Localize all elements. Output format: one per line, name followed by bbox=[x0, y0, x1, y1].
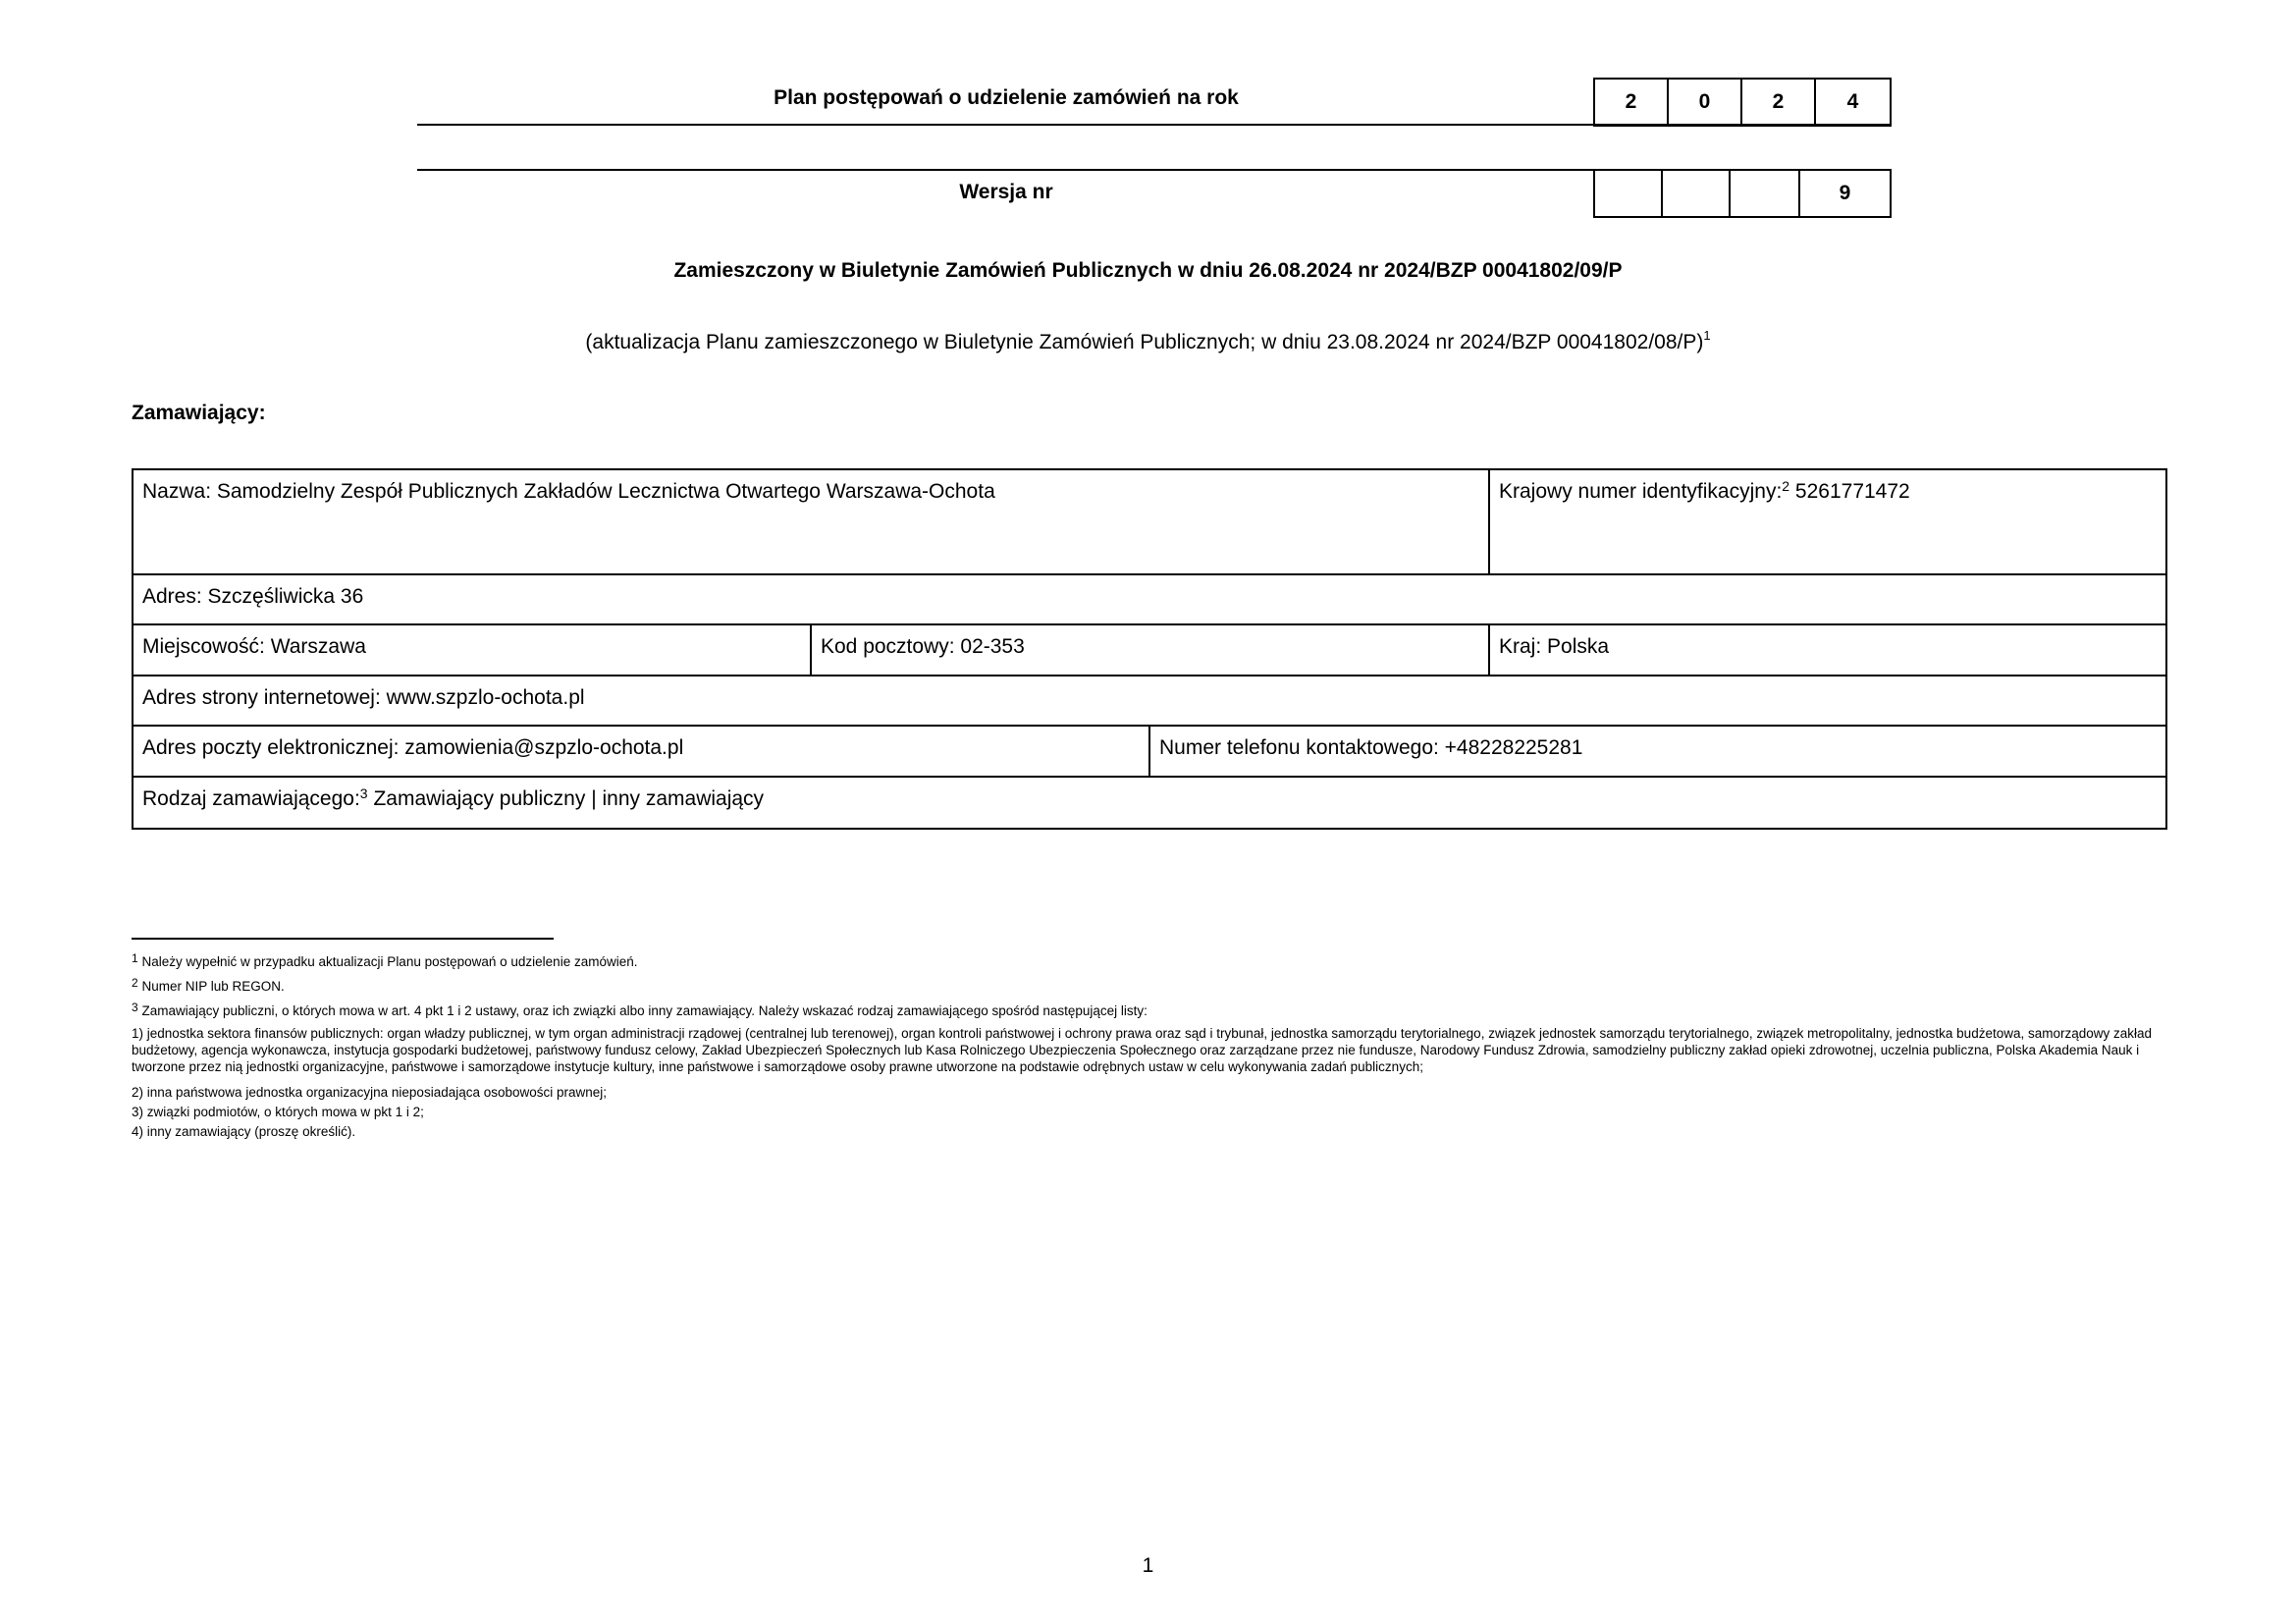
authority-city: Miejscowość: Warszawa bbox=[142, 635, 366, 658]
authority-type-label: Rodzaj zamawiającego: bbox=[142, 787, 360, 810]
footnote-list-item-4: 4) inny zamawiający (proszę określić). bbox=[132, 1124, 356, 1139]
plan-title: Plan postępowań o udzielenie zamówień na rok bbox=[774, 86, 1239, 109]
footnote-ref-3: 3 bbox=[359, 785, 368, 801]
footnote-ref-1: 1 bbox=[1703, 328, 1711, 343]
year-digit-3: 2 bbox=[1740, 78, 1816, 127]
national-id-label: Krajowy numer identyfikacyjny: bbox=[1499, 480, 1783, 503]
footnote-separator bbox=[132, 938, 554, 940]
page-number: 1 bbox=[1142, 1554, 1154, 1577]
authority-postal-code: Kod pocztowy: 02-353 bbox=[821, 635, 1025, 658]
section-label-contracting-authority: Zamawiający: bbox=[132, 402, 266, 424]
update-note-text: (aktualizacja Planu zamieszczonego w Biuletynie Zamówień Publicznych; w dniu 23.08.2024 nr 2024/BZP 00041802/08/P) bbox=[585, 331, 1704, 353]
footnote-1-text: Należy wypełnić w przypadku aktualizacji Planu postępowań o udzielenie zamówień. bbox=[141, 954, 638, 969]
publication-info: Zamieszczony w Biuletynie Zamówień Publicznych w dniu 26.08.2024 nr 2024/BZP 00041802/09/P bbox=[673, 259, 1623, 282]
footnote-list-item-2: 2) inna państwowa jednostka organizacyjna nieposiadająca osobowości prawnej; bbox=[132, 1085, 608, 1100]
version-label: Wersja nr bbox=[959, 181, 1053, 203]
year-digit-4: 4 bbox=[1814, 78, 1892, 127]
authority-address: Adres: Szczęśliwicka 36 bbox=[142, 585, 364, 608]
version-digit-3 bbox=[1729, 169, 1800, 218]
footnote-3-text: Zamawiający publiczni, o których mowa w art. 4 pkt 1 i 2 ustawy, oraz ich związki albo inny zamawiający. Należy wskazać rodzaj zamawiającego spośród następującej listy: bbox=[141, 1003, 1148, 1018]
year-digit-2: 0 bbox=[1667, 78, 1742, 127]
version-digit-4: 9 bbox=[1798, 169, 1892, 218]
footnote-list-item-3: 3) związki podmiotów, o których mowa w pkt 1 i 2; bbox=[132, 1105, 424, 1119]
footnote-3 bbox=[132, 1002, 2173, 1019]
national-id-value: 5261771472 bbox=[1794, 480, 1910, 503]
table-border bbox=[132, 828, 2167, 830]
footnote-2 bbox=[132, 978, 2173, 995]
authority-phone: Numer telefonu kontaktowego: +48228225281 bbox=[1159, 736, 1583, 759]
footnote-3-number: 3 bbox=[132, 1001, 138, 1014]
national-id bbox=[1490, 470, 2165, 573]
update-note bbox=[0, 328, 2296, 354]
footnote-ref-2: 2 bbox=[1782, 478, 1790, 494]
footnote-list-item-1: 1) jednostka sektora finansów publicznych: organ władzy publicznej, w tym organ administracji rządowej (centralnej lub terenowej), organ kontroli państwowej i ochrony prawa oraz sąd i trybunał, jednostka samorządu terytorialnego, związek jednostek samorządu terytorialnego, związek metropolitalny, jednostka budżetowa, samorządowy zakład budżetowy, agencja wykonawcza, instytucja gospodarki budżetowej, państwowy fundusz celowy, Zakład Ubezpieczeń Społecznych lub Kasa Rolniczego Ubezpieczenia Społecznego oraz zarządzane przez nie fundusze, Narodowy Fundusz Zdrowia, samodzielny publiczny zakład opieki zdrowotnej, uczelnia publiczna, Polska Akademia Nauk i tworzone przez nią jednostki organizacyjne, państwowe i samorządowe instytucje kultury, inne państwowe i samorządowe osoby prawne utworzone na podstawie odrębnych ustaw w celu wykonywania zadań publicznych; bbox=[132, 1026, 2153, 1074]
footnote-2-number: 2 bbox=[132, 976, 138, 990]
year-digit-1: 2 bbox=[1593, 78, 1669, 127]
version-digit-2 bbox=[1661, 169, 1731, 218]
table-border bbox=[2165, 468, 2167, 830]
authority-name: Nazwa: Samodzielny Zespół Publicznych Zakładów Lecznictwa Otwartego Warszawa-Ochota bbox=[142, 480, 995, 503]
authority-country: Kraj: Polska bbox=[1499, 635, 1610, 658]
authority-type bbox=[133, 778, 2165, 828]
footnote-2-text: Numer NIP lub REGON. bbox=[141, 979, 285, 994]
footnote-1 bbox=[132, 953, 2173, 970]
authority-email: Adres poczty elektronicznej: zamowienia@szpzlo-ochota.pl bbox=[142, 736, 684, 759]
footnote-1-number: 1 bbox=[132, 951, 138, 965]
version-digit-1 bbox=[1593, 169, 1663, 218]
authority-type-value: Zamawiający publiczny | inny zamawiający bbox=[373, 787, 765, 810]
authority-website: Adres strony internetowej: www.szpzlo-ochota.pl bbox=[142, 686, 585, 709]
